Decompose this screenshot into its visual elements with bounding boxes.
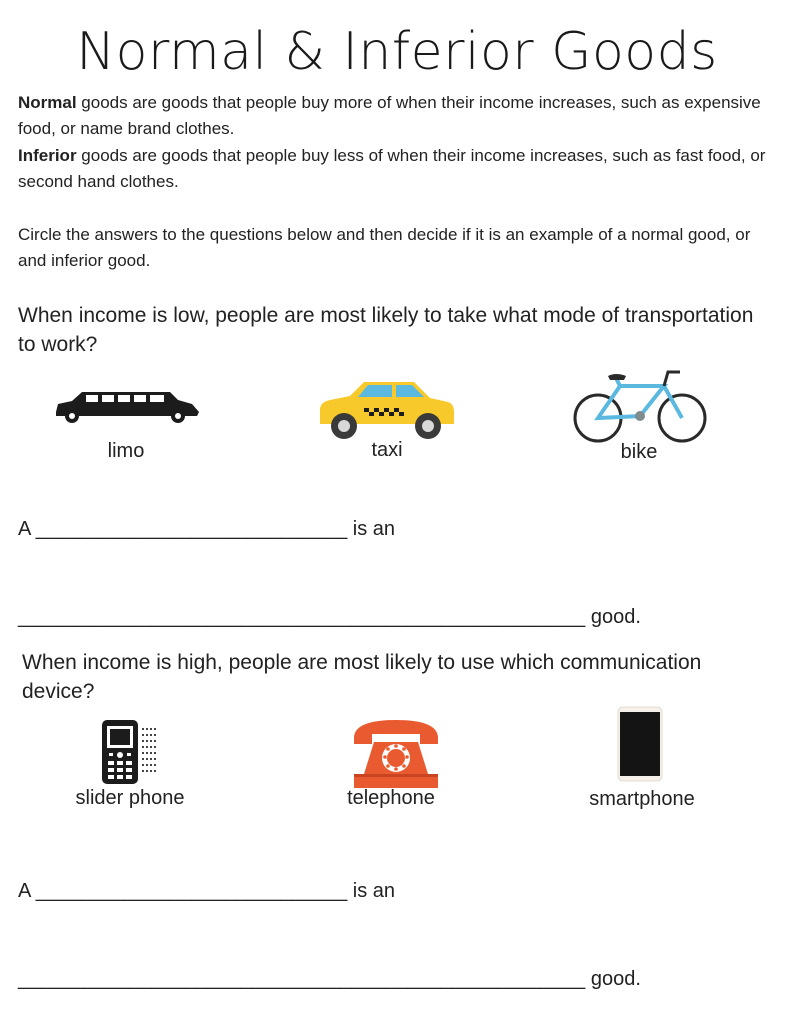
question-2-answer-line-2[interactable]: ___________________________________________________ good. xyxy=(18,968,641,990)
normal-definition-text: goods are goods that people buy more of when their income increases, such as expensive food, or name brand clothes. xyxy=(18,93,761,138)
page-title: Normal & Inferior Goods xyxy=(76,22,718,82)
question-1-prompt: When income is low, people are most likely to take what mode of transportation to work? xyxy=(18,304,754,356)
inferior-term: Inferior xyxy=(18,146,77,165)
instructions: Circle the answers to the questions below and then decide if it is an example of a normal good, or and inferior good. xyxy=(18,225,751,270)
taxi-icon[interactable] xyxy=(316,378,456,442)
inferior-definition xyxy=(18,143,778,195)
option-smartphone[interactable]: smartphone xyxy=(589,788,695,810)
question-2-answer-line-1[interactable]: A ____________________________ is an xyxy=(18,880,396,902)
question-1-answer-line-1[interactable]: A ____________________________ is an xyxy=(18,518,396,540)
option-bike[interactable]: bike xyxy=(620,441,658,463)
inferior-definition-text: goods are goods that people buy less of when their income increases, such as fast food, or second hand clothes. xyxy=(18,146,766,191)
question-1-answer-line-2[interactable]: ___________________________________________________ good. xyxy=(18,606,641,628)
bike-icon[interactable] xyxy=(572,368,708,444)
option-slider-phone[interactable]: slider phone xyxy=(75,787,185,809)
option-taxi[interactable]: taxi xyxy=(371,439,403,461)
option-telephone[interactable]: telephone xyxy=(347,787,435,809)
question-2-prompt: When income is high, people are most likely to use which communication device? xyxy=(22,651,702,703)
normal-definition xyxy=(18,90,778,142)
telephone-icon[interactable] xyxy=(350,716,442,790)
normal-term: Normal xyxy=(18,93,77,112)
limo-icon[interactable] xyxy=(52,386,202,426)
option-limo[interactable]: limo xyxy=(107,440,145,462)
smartphone-icon[interactable] xyxy=(616,706,664,782)
slider-phone-icon[interactable] xyxy=(100,718,158,786)
